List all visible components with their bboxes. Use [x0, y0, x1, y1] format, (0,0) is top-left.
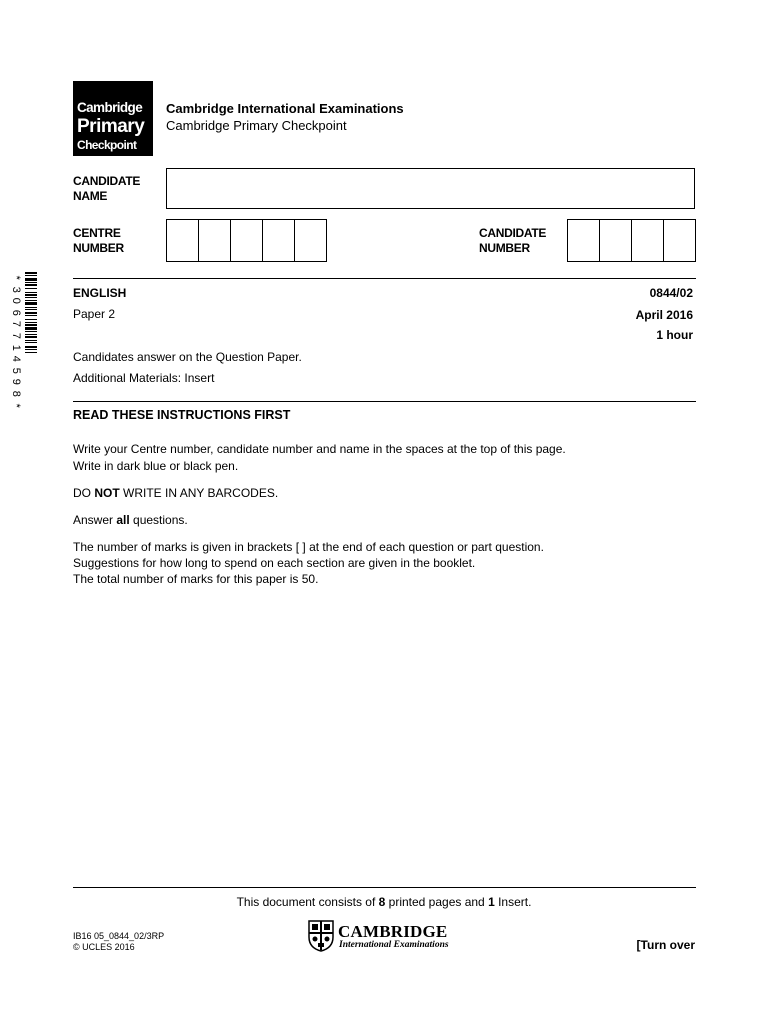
subject: ENGLISH [73, 286, 127, 300]
footer-text: Insert. [494, 895, 532, 909]
barcode-bar [25, 297, 37, 298]
instruction-line: The total number of marks for this paper is 50. [73, 572, 319, 586]
instruction-text: WRITE IN ANY BARCODES. [119, 486, 279, 500]
candidate-number-digit-box[interactable] [600, 220, 632, 261]
logo-line-2: Primary [77, 116, 145, 137]
centre-number-digit-box[interactable] [295, 220, 326, 261]
candidate-number-digit-box[interactable] [568, 220, 600, 261]
barcode-bar [25, 284, 37, 286]
divider-footer [73, 887, 696, 888]
cambridge-wordmark: CAMBRIDGE [338, 922, 448, 941]
instruction-answer-all [73, 513, 188, 527]
barcode-character: 5 [9, 367, 22, 374]
divider-middle [73, 401, 696, 402]
instruction-text: DO [73, 486, 95, 500]
barcode-bar [25, 324, 37, 326]
centre-number-label-line1: CENTRE [73, 226, 121, 240]
barcode-character: * [9, 403, 22, 408]
exam-duration: 1 hour [656, 328, 693, 342]
barcode-character: 3 [9, 286, 22, 293]
barcode-bar [25, 342, 37, 343]
instruction-line: Write your Centre number, candidate number and name in the spaces at the top of this page. [73, 442, 566, 456]
document-reference [73, 931, 164, 953]
barcode-bar [25, 302, 37, 305]
instruction-text: questions. [129, 513, 188, 527]
programme-name: Cambridge Primary Checkpoint [166, 118, 347, 133]
reference-code: IB16 05_0844_02/3RP [73, 931, 165, 941]
barcode-bar [25, 275, 37, 276]
instruction-line: Write in dark blue or black pen. [73, 459, 239, 473]
instruction-barcodes [73, 486, 278, 500]
centre-number-digit-box[interactable] [231, 220, 263, 261]
copyright: © UCLES 2016 [73, 942, 135, 952]
candidate-number-digit-box[interactable] [632, 220, 664, 261]
barcode-bar [25, 319, 37, 320]
centre-number-label [73, 226, 124, 256]
answer-instruction: Candidates answer on the Question Paper. [73, 350, 302, 364]
barcode-bar [25, 309, 37, 310]
barcode-character: 7 [9, 321, 22, 328]
instruction-line: Suggestions for how long to spend on each section are given in the booklet. [73, 556, 476, 570]
barcode-bar [25, 288, 37, 289]
barcode-bar [25, 322, 37, 323]
barcode-bar [25, 282, 37, 283]
barcode-character: 1 [9, 344, 22, 351]
candidate-number-digit-box[interactable] [664, 220, 695, 261]
footer-text: This document consists of [236, 895, 379, 909]
barcode-character: 4 [9, 355, 22, 363]
candidate-number-field[interactable] [567, 219, 696, 262]
barcode-bar [25, 349, 37, 350]
barcode-bar [25, 312, 37, 314]
page-count-note [0, 895, 768, 909]
turn-over: [Turn over [636, 938, 695, 952]
barcode-graphic [25, 272, 37, 410]
paper-number: Paper 2 [73, 307, 116, 321]
barcode-bar [25, 336, 37, 338]
barcode-bar [25, 294, 37, 296]
barcode-character: 0 [9, 297, 22, 305]
candidate-number-label-line2: NUMBER [479, 241, 530, 255]
barcode-bar [25, 340, 37, 341]
centre-number-label-line2: NUMBER [73, 241, 124, 255]
barcode-bar [25, 292, 37, 293]
instruction-emphasis: all [116, 513, 130, 527]
barcode-bar [25, 315, 37, 316]
barcode [25, 272, 37, 410]
logo-line-1: Cambridge [77, 100, 143, 115]
divider-top [73, 278, 696, 279]
barcode-bar [25, 331, 37, 332]
centre-number-digit-box[interactable] [199, 220, 231, 261]
barcode-character: 9 [9, 379, 22, 386]
insert-count: 1 [488, 895, 495, 909]
centre-number-digit-box[interactable] [263, 220, 295, 261]
barcode-character: 7 [9, 332, 22, 339]
additional-materials: Additional Materials: Insert [73, 371, 215, 385]
logo-line-3: Checkpoint [77, 138, 137, 152]
barcode-character: 8 [9, 390, 22, 397]
barcode-text-holder [8, 272, 22, 412]
instruction-line: The number of marks is given in brackets [ ] at the end of each question or part question. [73, 540, 544, 554]
barcode-text [8, 272, 22, 411]
barcode-character: * [9, 275, 22, 280]
cambridge-primary-checkpoint-logo [73, 81, 153, 156]
candidate-number-label-line1: CANDIDATE [479, 226, 547, 240]
centre-number-digit-box[interactable] [167, 220, 199, 261]
barcode-character: 6 [9, 309, 22, 316]
centre-number-field[interactable] [166, 219, 327, 262]
instructions-heading: READ THESE INSTRUCTIONS FIRST [73, 408, 291, 422]
instruction-emphasis: NOT [94, 486, 120, 500]
barcode-bar [25, 272, 37, 274]
barcode-bar [25, 327, 37, 330]
candidate-number-label [479, 226, 546, 256]
exam-session: April 2016 [635, 308, 693, 322]
instruction-text: Answer [73, 513, 117, 527]
exam-board-name: Cambridge International Examinations [166, 101, 404, 116]
barcode-bar [25, 352, 37, 353]
barcode-bar [25, 346, 37, 348]
barcode-bar [25, 278, 37, 281]
candidate-name-label-line2: NAME [73, 189, 108, 203]
paper-code: 0844/02 [649, 286, 693, 300]
barcode-bar [25, 300, 37, 301]
page-count: 8 [378, 895, 386, 909]
candidate-name-label [73, 174, 140, 204]
candidate-name-label-line1: CANDIDATE [73, 174, 141, 188]
footer-text: printed pages and [385, 895, 489, 909]
barcode-bar [25, 334, 37, 335]
barcode-bar [25, 307, 37, 308]
candidate-name-field[interactable] [166, 168, 695, 209]
cie-wordmark: International Examinations [339, 940, 449, 950]
shield-icon [308, 920, 334, 952]
